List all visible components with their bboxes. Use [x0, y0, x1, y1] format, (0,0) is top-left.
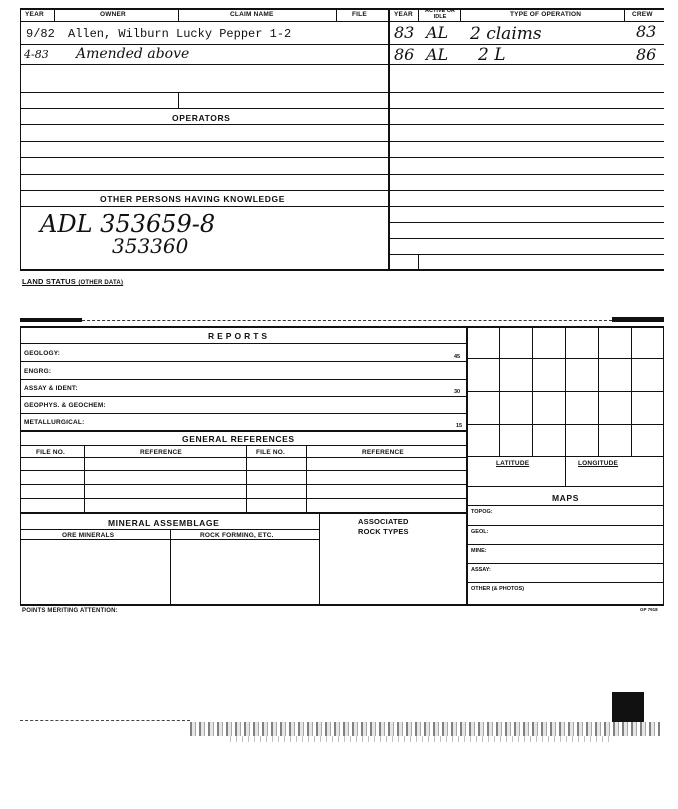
land-status-label: LAND STATUS (OTHER DATA) — [22, 277, 124, 286]
separator-bar-right — [612, 317, 664, 322]
report-metallurgical-label: METALLURGICAL: — [24, 419, 85, 426]
header-claim-name: CLAIM NAME — [230, 11, 274, 18]
activity-row-1-active: AL — [426, 23, 449, 42]
maps-other: OTHER (& PHOTOS) — [471, 586, 525, 592]
points-meriting-attention-label: POINTS MERITING ATTENTION: — [22, 608, 118, 614]
general-references-title: GENERAL REFERENCES — [182, 434, 295, 444]
header-year-2: YEAR — [394, 11, 413, 18]
mineral-assemblage-title: MINERAL ASSEMBLAGE — [108, 518, 220, 528]
other-persons-note-2: 353360 — [112, 234, 189, 258]
ore-minerals-label: ORE MINERALS — [62, 532, 115, 539]
activity-row-2-operation: 2 L — [478, 45, 506, 65]
header-active-or-idle: ACTIVE OR IDLE — [425, 8, 455, 20]
longitude-label: LONGITUDE — [578, 460, 619, 467]
owner-row-1-year: 9/82 — [26, 27, 55, 41]
report-assay-num: 30 — [454, 389, 461, 395]
maps-topog: TOPOG: — [471, 509, 493, 515]
activity-row-1-year: 83 — [394, 23, 415, 42]
form-code: GP 7918 — [640, 607, 658, 612]
gen-ref-col-file-no-2: FILE NO. — [256, 449, 286, 456]
other-persons-note-1: ADL 353659-8 — [40, 210, 216, 238]
associated-rock-types-line1: ASSOCIATED — [358, 517, 409, 526]
owner-row-2-year: 4-83 — [24, 48, 49, 61]
activity-row-2-crew: 86 — [636, 45, 657, 64]
gen-ref-col-reference-1: REFERENCE — [140, 449, 182, 456]
associated-rock-types-line2: ROCK TYPES — [358, 527, 409, 536]
activity-row-2-active: AL — [426, 45, 449, 64]
maps-title: MAPS — [552, 493, 579, 503]
header-file: FILE — [352, 11, 367, 18]
operators-label: OPERATORS — [172, 113, 231, 123]
header-crew: CREW — [632, 11, 653, 18]
report-metallurgical-num: 15 — [456, 423, 463, 429]
owner-row-2-note: Amended above — [76, 46, 190, 62]
header-owner: OWNER — [100, 11, 126, 18]
maps-mine: MINE: — [471, 548, 487, 554]
maps-assay: ASSAY: — [471, 567, 491, 573]
report-geology-num: 45 — [454, 354, 461, 360]
maps-geol: GEOL: — [471, 529, 489, 535]
reports-title: REPORTS — [208, 331, 271, 341]
latitude-label: LATITUDE — [496, 460, 530, 467]
gen-ref-col-file-no-1: FILE NO. — [36, 449, 66, 456]
other-persons-label: OTHER PERSONS HAVING KNOWLEDGE — [100, 194, 286, 204]
report-geophys-label: GEOPHYS. & GEOCHEM: — [24, 402, 106, 409]
report-geology-label: GEOLOGY: — [24, 350, 61, 357]
gen-ref-col-reference-2: REFERENCE — [362, 449, 404, 456]
activity-row-1-operation: 2 claims — [470, 24, 542, 44]
report-assay-label: ASSAY & IDENT: — [24, 385, 78, 392]
scan-black-block — [612, 692, 644, 722]
header-year: YEAR — [25, 11, 44, 18]
activity-row-1-crew: 83 — [636, 22, 657, 41]
report-engrg-label: ENGRG: — [24, 368, 52, 375]
header-type-of-operation: TYPE OF OPERATION — [510, 11, 582, 18]
activity-row-2-year: 86 — [394, 45, 415, 64]
separator-bar-left — [20, 318, 82, 322]
rock-forming-label: ROCK FORMING, ETC. — [200, 532, 274, 539]
owner-row-1-owner-claim: Allen, Wilburn Lucky Pepper 1-2 — [68, 27, 292, 41]
